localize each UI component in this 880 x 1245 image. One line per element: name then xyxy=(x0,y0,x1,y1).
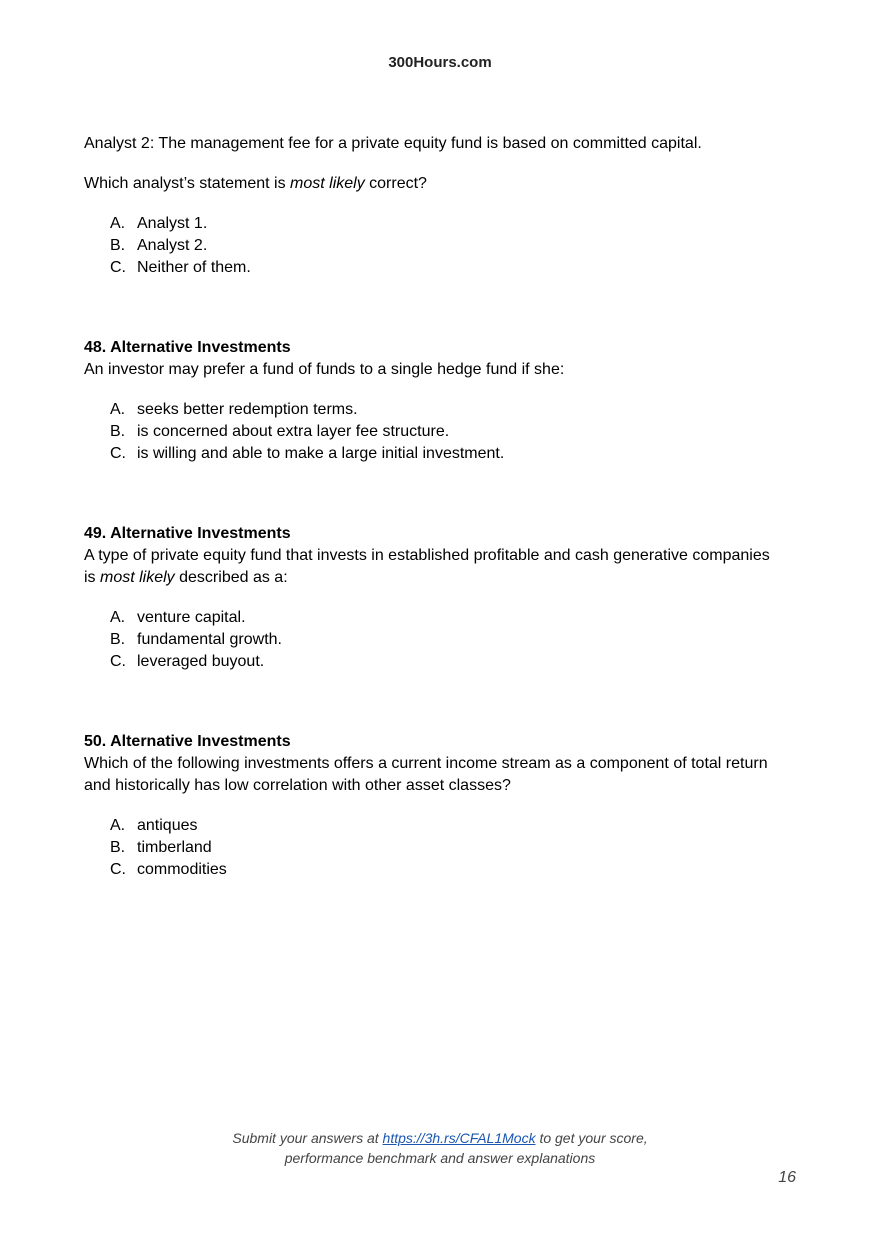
option-text: Neither of them. xyxy=(137,259,251,276)
option-letter: B. xyxy=(110,839,126,856)
page-footer xyxy=(0,1128,880,1168)
option-letter: B. xyxy=(110,631,126,648)
option-text: Analyst 1. xyxy=(137,215,208,232)
option-text: is concerned about extra layer fee structure. xyxy=(137,423,450,440)
question-50-title: 50. Alternative Investments xyxy=(84,733,291,750)
question-47-prompt xyxy=(84,173,804,195)
question-47 xyxy=(84,133,804,279)
prompt-text: is xyxy=(84,569,100,586)
spacer xyxy=(84,673,804,731)
question-49-options xyxy=(84,607,804,673)
prompt-text: and historically has low correlation with other asset classes? xyxy=(84,777,511,794)
prompt-text: described as a: xyxy=(174,569,288,586)
option-b[interactable] xyxy=(110,421,804,443)
option-text: Analyst 2. xyxy=(137,237,208,254)
option-letter: A. xyxy=(110,609,126,626)
question-50-prompt xyxy=(84,753,804,797)
option-text: venture capital. xyxy=(137,609,246,626)
option-letter: C. xyxy=(110,861,126,878)
submit-link[interactable]: https://3h.rs/CFAL1Mock xyxy=(382,1130,536,1146)
option-text: timberland xyxy=(137,839,212,856)
page-content xyxy=(84,133,804,881)
footer-line-1 xyxy=(0,1128,880,1148)
option-a[interactable] xyxy=(110,213,804,235)
option-text: leveraged buyout. xyxy=(137,653,265,670)
option-letter: C. xyxy=(110,259,126,276)
option-letter: A. xyxy=(110,817,126,834)
prompt-text: A type of private equity fund that invests in established profitable and cash generative companies xyxy=(84,547,770,564)
spacer xyxy=(84,279,804,337)
prompt-emphasis: most likely xyxy=(100,569,175,586)
question-49 xyxy=(84,523,804,673)
option-text: commodities xyxy=(137,861,227,878)
footer-text: to get your score, xyxy=(535,1130,648,1146)
question-50 xyxy=(84,731,804,881)
prompt-emphasis: most likely xyxy=(290,175,365,192)
question-48 xyxy=(84,337,804,465)
option-letter: C. xyxy=(110,445,126,462)
option-b[interactable] xyxy=(110,629,804,651)
option-a[interactable] xyxy=(110,815,804,837)
spacer xyxy=(84,465,804,523)
option-c[interactable] xyxy=(110,257,804,279)
question-47-continuation: Analyst 2: The management fee for a private equity fund is based on committed capital. xyxy=(84,135,702,152)
option-text: is willing and able to make a large initial investment. xyxy=(137,445,505,462)
prompt-text: Which analyst’s statement is xyxy=(84,175,291,192)
page-number: 16 xyxy=(778,1169,796,1186)
option-letter: A. xyxy=(110,215,126,232)
option-text: fundamental growth. xyxy=(137,631,282,648)
option-c[interactable] xyxy=(110,443,804,465)
footer-text: Submit your answers at xyxy=(232,1130,383,1146)
option-a[interactable] xyxy=(110,399,804,421)
option-b[interactable] xyxy=(110,837,804,859)
option-letter: C. xyxy=(110,653,126,670)
footer-line-2: performance benchmark and answer explanations xyxy=(284,1150,596,1166)
option-letter: B. xyxy=(110,237,126,254)
option-c[interactable] xyxy=(110,859,804,881)
option-b[interactable] xyxy=(110,235,804,257)
question-48-title: 48. Alternative Investments xyxy=(84,339,291,356)
option-text: seeks better redemption terms. xyxy=(137,401,358,418)
prompt-text: Which of the following investments offers a current income stream as a component of total return xyxy=(84,755,768,772)
option-a[interactable] xyxy=(110,607,804,629)
option-letter: A. xyxy=(110,401,126,418)
question-48-prompt: An investor may prefer a fund of funds to a single hedge fund if she: xyxy=(84,361,565,378)
question-47-options xyxy=(84,213,804,279)
prompt-text: correct? xyxy=(364,175,427,192)
question-49-title: 49. Alternative Investments xyxy=(84,525,291,542)
option-text: antiques xyxy=(137,817,198,834)
question-48-options xyxy=(84,399,804,465)
question-49-prompt xyxy=(84,545,804,589)
page-header: 300Hours.com xyxy=(388,54,492,71)
question-50-options xyxy=(84,815,804,881)
option-letter: B. xyxy=(110,423,126,440)
option-c[interactable] xyxy=(110,651,804,673)
